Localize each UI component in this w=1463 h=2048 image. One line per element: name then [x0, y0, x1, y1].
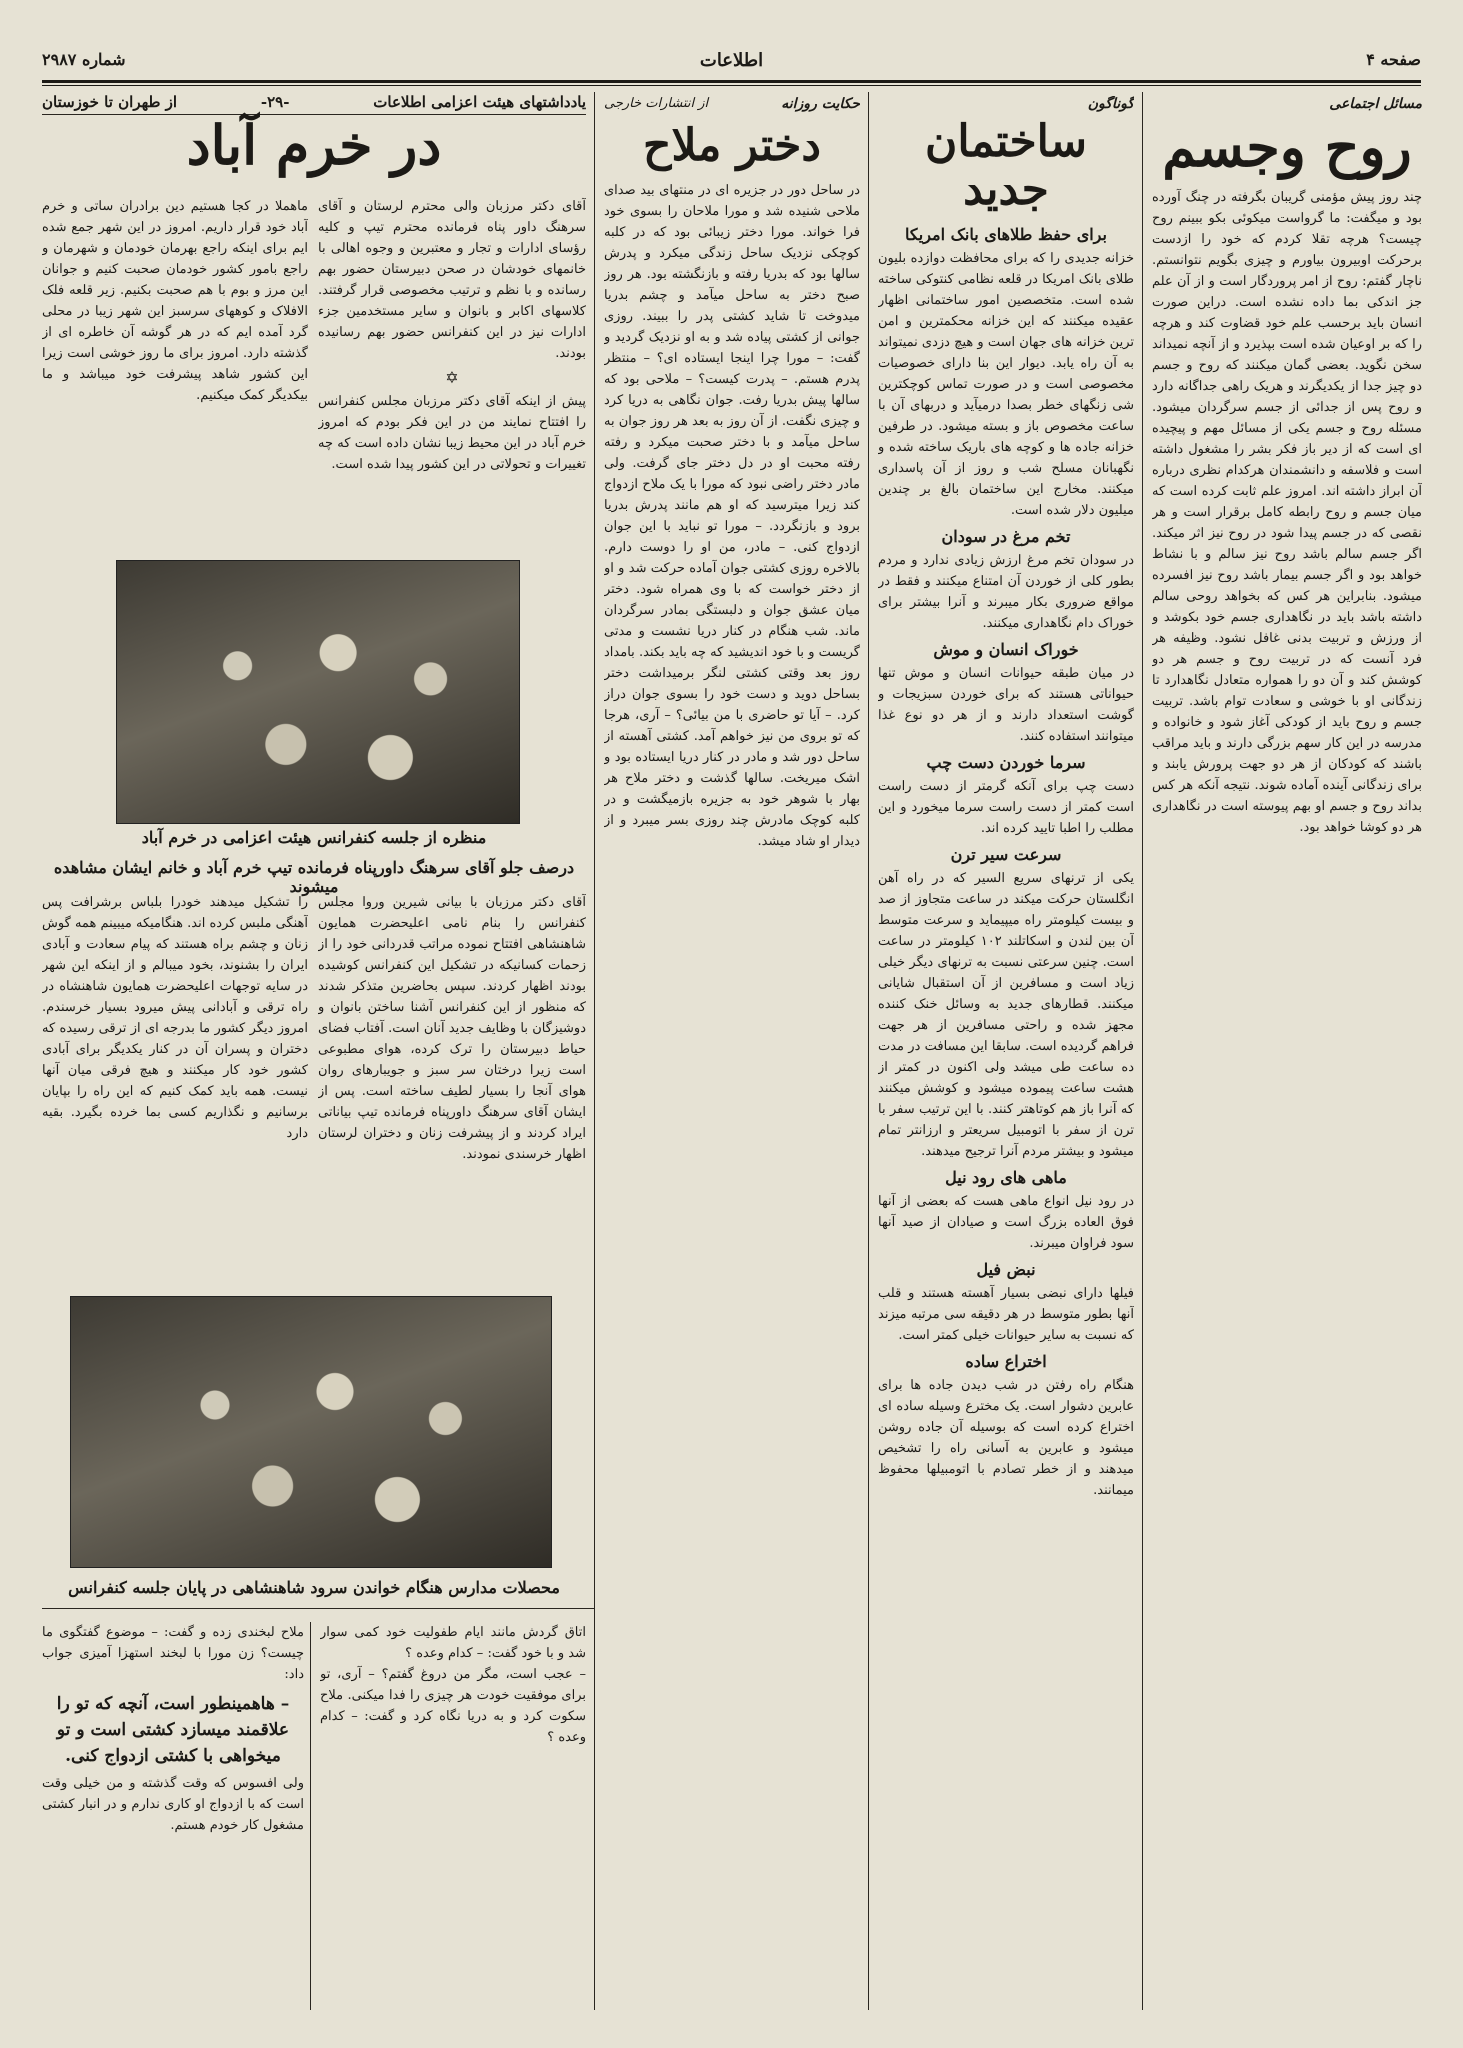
short-body: هنگام راه رفتن در شب دیدن جاده ها برای عابرین دشوار است. یک مخترع وسیله ساده ای اختراع کرده است که بوسیله آن جاده روشن میشود و عابرین به آسانی راه را تشخیص میدهند و از خطر تصادم با اتومبیلها محفوظ میمانند.: [878, 1377, 1134, 1498]
article-headline: دختر ملاح: [643, 120, 821, 171]
students-singing-photo: [70, 1296, 552, 1568]
horizontal-divider: [42, 1608, 594, 1609]
section-kicker: گوناگون: [1087, 96, 1134, 112]
article-body: پیش از اینکه آقای دکتر مرزبان مجلس کنفرانس را افتتاح نمایند من در این فکر بودم که امروز خرم آباد در این محیط زیبا نشان داده است که چه تغییرات و تحولاتی در این کشور پیدا شده است.: [318, 394, 586, 472]
story-body: اتاق گردش مانند ایام طفولیت خود کمی سوار شد و با خود گفت: – کدام وعده ؟: [320, 1625, 586, 1661]
article-body: در ساحل دور در جزیره ای در منتهای بید صدای ملاحی شنیده شد و مورا ملاحان را بسوی خود فرا خواند. مورا دختر زیبائی بود که در کلبه کوچکی نزدیک ساحل زندگی میکرد و پدرش سالها بود که بدریا رفته و بازنگشته بود. هر روز صبح دختر به ساحل میآمد و چشم بدریا میدوخت تا شاید کشتی پدر را ببیند. روزی جوانی از کشتی پیاده شد و به او نزدیک گردید و گفت: – مورا چرا اینجا ایستاده ای؟ – منتظر پدرم هستم. – پدرت کیست؟ – ملاحی بود که سالها پیش بدریا رفت. جوان نگاهی به دریا کرد و چیزی نگفت. از آن روز به بعد هر روز جوان به ساحل میآمد و با دختر صحبت میکرد و رفته رفته محبت او در دل دختر جای گرفت. ولی مادر دختر راضی نبود که مورا با یک ملاح ازدواج کند زیرا میترسید که او هم مانند پدرش بدریا برود و بازنگردد. – مورا تو نباید با این جوان ازدواج کنی. – مادر، من او را دوست دارم. بالاخره روزی کشتی جوان آماده حرکت شد و او از دختر خواست که با وی همراه شود. دختر میان عشق جوان و دلبستگی بمادر سرگردان ماند. شب هنگام در کنار دریا نشست و مدتی گریست و با خود اندیشید که چه باید بکند. بامداد روز بعد وقتی کشتی لنگر برمیداشت دختر بساحل دوید و دست خود را بسوی جوان دراز کرد. – آیا تو حاضری با من بیائی؟ – آری، هرجا که تو بروی من نیز خواهم آمد. کشتی آهسته از ساحل دور شد و مادر در کنار دریا ایستاده بود و اشک میریخت. سالها گذشت و دختر ملاح هر بهار با شوهر خود به جزیره بازمیگشت و در کلبه کوچک مادرش چند روزی بسر میبرد و از دیدار او شاد میشد.: [604, 183, 860, 850]
photo-caption: منظره از جلسه کنفرانس هیئت اعزامی در خرم آباد: [141, 828, 487, 847]
article-body: را تشکیل میدهند خودرا بلباس برشرافت پس آهنگی ملبس کرده اند. هنگامیکه میبینم همه گوش زنان و چشم براه هستند که پیام سعادت و آبادی ایران را بشنوند، بخود میبالم و از اینکه این شهر در سایه توجهات اعلیحضرت همایون شاهنشاه در راه ترقی و آبادانی پیش میرود بسیار خرسندم. امروز دیگر کشور ما بدرجه ای از ترقی رسیده که دختران و پسران آن در کنار یکدیگر برای آبادی کشور خود کار میکنند و هیچ فرقی میان آنها نیست. همه باید کمک کنیم که این راه را بپایان برسانیم و نگذاریم کسی بما خرده بگیرد. بقیه دارد: [42, 895, 308, 1141]
short-body: در سودان تخم مرغ ارزش زیادی ندارد و مردم بطور کلی از خوردن آن امتناع میکنند و فقط در مواقع ضروری بکار میبرند و آنرا بیشتر برای خوراک دام نگاهداری میکنند.: [878, 552, 1134, 631]
section-kicker: مسائل اجتماعی: [1329, 96, 1422, 112]
story-quote: – هاهمینطور است، آنچه که تو را علاقمند میسازد کشتی است و تو میخواهی با کشتی ازدواج کنی.: [56, 1694, 290, 1766]
masthead-rule: [42, 80, 1421, 83]
article-body: آقای دکتر مرزبان با بیانی شیرین وروا مجلس کنفرانس را بنام نامی اعلیحضرت همایون شاهنشاهی افتتاح نموده مراتب قدردانی خود را از زحمات کسانیکه در تشکیل این کنفرانس کوشیده بودند اظهار کردند. سپس بحاضرین متذکر شدند که منظور از این کنفرانس آشنا ساختن بانوان و دوشیزگان با وظایف جدید آنان است. آفتاب فضای حیاط دبیرستان را ترک کرده، هوای مطبوعی است زیرا درختان سر سبز و جویبارهای روان هوای آنجا را بسیار لطیف ساخته است. پس از ایشان آقای سرهنگ داورپناه فرمانده تیپ بیاناتی ایراد کردند و از پیشرفت زنان و دختران لرستان اظهار خرسندی نمودند.: [318, 895, 586, 1162]
article-headline: ساختمان جدید: [925, 116, 1087, 216]
series-header: [42, 90, 586, 115]
short-headline: تخم مرغ در سودان: [941, 526, 1071, 546]
short-body: یکی از ترنهای سریع السیر که در راه آهن انگلستان حرکت میکند در ساعت متجاوز از صد و بیست کیلومتر راه میپیماید و سرعت متوسط آن بین لندن و اسکاتلند ۱۰۲ کیلومتر در ساعت است. چنین سرعتی نسبت به ترنهای دیگر خیلی زیاد است و مسافرین از آن استقبال شایانی میکنند. قطارهای جدید به وسائل خنک کننده مجهز شده و راحتی مسافرین از هر جهت فراهم گردیده است. سابقا این مسافت در مدت ده ساعت طی میشد ولی اکنون در کمتر از هشت ساعت پیموده میشود و کوشش میکنند که آنرا باز هم کوتاهتر کنند. با این ترتیب سفر با ترن از سفر با اتومبیل سریعتر و ارزانتر تمام میشود و بیشتر مردم آنرا ترجیح میدهند.: [878, 870, 1134, 1159]
column-divider: [310, 1622, 311, 2010]
story-continuation-left: [42, 1622, 304, 2008]
series-tag: یادداشتهای هیئت اعزامی اطلاعات: [373, 93, 586, 111]
article-body: چند روز پیش مؤمنی گریبان بگرفته در چنگ آورده بود و میگفت: ما گرواست میکوئی بکو ببینم روح چیست؟ هرچه تقلا کردم که خود را ازدست برحرکت اوبیرون بیاورم و چیزی بگویم نتوانستم. ناچار گفتم: روح از امر پروردگار است و از آن علم جز اندکی بما داده نشده است. دراین صورت انسان باید برحسب علم خود قضاوت کند و هرچه را که بر اوعیان شده است بپذیرد و از آنچه نمیداند سخن نگوید. بعضی گمان میکنند که روح و جسم دو چیز جدا از یکدیگرند و هریک راهی جداگانه دارد و روح پس از جدائی از جسم سرگردان میشود. مسئله روح و جسم یکی از مسائل مهم و پیچیده ای است که از دیر باز فکر بشر را مشغول داشته است و فلاسفه و دانشمندان هرکدام نظری درباره آن ابراز داشته اند. امروز علم ثابت کرده است که میان جسم و روح رابطه کامل برقرار است و هر نقصی که در جسم پیدا شود در روح نیز اثر میکند. اگر جسم سالم باشد روح نیز سالم و با نشاط خواهد بود و اگر جسم بیمار باشد روح نیز افسرده میشود. بنابراین هر کس که بخواهد روحی سالم داشته باشد باید در نگاهداری جسم خود بکوشد و از ورزش و تربیت بدنی غافل نشود. وظیفه هر فرد آنست که در تربیت روح و جسم هر دو کوشش کند و آن دو را همواره متعادل نگاهدارد تا زندگانی او با خوشی و سعادت توام باشد. تربیت جسم و روح باید از کودکی آغاز شود و خانواده و مدرسه در این کار سهم بزرگی دارند و باید مراقب باشند که کودکان از هر دو جهت پرورش یابند و برای زندگانی آینده آماده شوند. نتیجه آنکه هر کس بداند روح و جسم او بهم پیوسته است در نگاهداری هر دو کوشا خواهد بود.: [1152, 190, 1422, 836]
column-divider: [868, 92, 869, 2010]
story-body: – عجب است، مگر من دروغ گفتم؟ – آری، تو برای موفقیت خودت هر چیزی را فدا میکنی. ملاح سکوت کرد و به دریا نگاه کرد و گفت: – کدام وعده ؟: [320, 1667, 586, 1745]
article-right-column-2: [318, 892, 586, 1282]
article-left-column-2: [42, 892, 308, 1282]
article-dokhtar-mallah: [604, 96, 860, 2010]
article-body: خزانه جدیدی را که برای محافظت دوازده بلیون طلای بانک امریکا در قلعه نظامی کنتوکی ساخته شده است. متخصصین امور ساختمانی اظهار عقیده میکنند که این خزانه محکمترین و امن ترین خزانه های جهان است و هیچ دزدی نمیتواند به آن راه یابد. دیوار این بنا دارای خصوصیات مخصوصی است و در صورت تماس کوچکترین شی زنگهای خطر بصدا درمیآید و دربهای آن با ساعت مخصوص باز و بسته میشود. در طرفین خزانه جاده ها و کوچه های باریک ساخته شده و نگهبانان مسلح شب و روز از آن پاسداری میکنند. مخارج این ساختمان بالغ بر چندین میلیون دلار شده است.: [878, 250, 1134, 518]
short-body: دست چپ برای آنکه گرمتر از دست راست است کمتر از دست راست سرما میخورد و این مطلب را اطبا تایید کرده اند.: [878, 778, 1134, 836]
story-continuation-right: [320, 1622, 586, 2008]
issue-number: شماره ۲۹۸۷: [42, 50, 126, 69]
article-headline: روح وجسم: [1162, 115, 1412, 179]
article-subheadline: برای حفظ طلاهای بانک امریکا: [905, 224, 1107, 244]
source-tag: از انتشارات خارجی: [604, 96, 709, 111]
article-left-column: [42, 196, 308, 546]
short-headline: سرعت سیر ترن: [950, 844, 1062, 864]
article-rooh-va-jesm: [1152, 96, 1422, 2010]
photo-caption: محصلات مدارس هنگام خواندن سرود شاهنشاهی در پایان جلسه کنفرانس: [68, 1578, 560, 1597]
page-number: صفحه ۴: [1366, 50, 1421, 69]
article-body: ماهملا در کجا هستیم دین برادران ساتی و خرم آباد خود قرار داریم. امروز در این شهر جمع شده ایم برای اینکه راجع بهرمان خودمان و شهرمان و راجع بامور کشور خودمان صحبت کنیم و جوانان این مرز و بوم با هم صحبت بکنیم. زیر قلعه فلک الافلاک و کوههای سرسبز این شهر زیبا در محلی گرد آمده ایم که در هر گوشه آن خاطره ای از گذشته دارد. امروز برای ما روز خوشی است زیرا این کشور شاهد پیشرفت خود میباشد و ما بیکدیگر کمک میکنیم.: [42, 199, 308, 403]
conference-photo: [116, 560, 520, 824]
masthead-rule-thin: [42, 85, 1421, 86]
section-kicker: حکایت روزانه: [781, 96, 860, 112]
separator-star-icon: ✡: [445, 368, 459, 387]
short-headline: سرما خوردن دست چپ: [926, 752, 1086, 772]
series-number: -۲۹-: [260, 93, 290, 111]
article-sakhteman-jadid: [878, 96, 1134, 2010]
short-headline: خوراک انسان و موش: [933, 639, 1079, 659]
paper-name: اطلاعات: [699, 50, 764, 71]
column-divider: [594, 92, 595, 2010]
short-body: در رود نیل انواع ماهی هست که بعضی از آنها فوق العاده بزرگ است و صیادان از صید آنها سود فراوان میبرند.: [878, 1193, 1134, 1251]
series-route: از طهران تا خوزستان: [42, 93, 178, 111]
photo-caption: درصف جلو آقای سرهنگ داورپناه فرمانده تیپ خرم آباد و خانم ایشان مشاهده میشوند: [53, 858, 575, 896]
article-headline: در خرم آباد: [186, 113, 442, 177]
short-body: فیلها دارای نبضی بسیار آهسته هستند و قلب آنها بطور متوسط در هر دقیقه سی مرتبه میزند که نسبت به سایر حیوانات خیلی کمتر است.: [878, 1285, 1134, 1343]
article-right-column: [318, 196, 586, 546]
short-headline: اختراع ساده: [965, 1351, 1047, 1371]
short-headline: ماهی های رود نیل: [945, 1167, 1067, 1187]
short-body: در میان طبقه حیوانات انسان و موش تنها حیواناتی هستند که برای خوردن سبزیجات و گوشت استعداد دارند و از هر دو نوع غذا میتوانند استفاده کنند.: [878, 665, 1134, 744]
article-body: آقای دکتر مرزبان والی محترم لرستان و آقای سرهنگ داور پناه فرمانده محترم تیپ و کلیه رؤسای ادارات و تجار و معتبرین و وجوه اهالی با خانمهای خودشان در صحن دبیرستان حضور بهم رسانده و با نظم و ترتیب مخصوصی قرار گرفتند. کلاسهای اکابر و بانوان و سایر مستخدمین جزء ادارات نیز در این کنفرانس حضور بهم رسانیده بودند.: [318, 199, 586, 361]
story-body: ملاح لبخندی زده و گفت: – موضوع گفتگوی ما چیست؟ زن مورا با لبخند استهزا آمیزی جواب داد:: [42, 1625, 304, 1682]
story-body: ولی افسوس که وقت گذشته و من خیلی وقت است که با ازدواج او کاری ندارم و در انبار کشتی مشغول کار خودم هستم.: [42, 1776, 304, 1833]
short-headline: نبض فیل: [976, 1259, 1036, 1279]
column-divider: [1142, 92, 1143, 2010]
